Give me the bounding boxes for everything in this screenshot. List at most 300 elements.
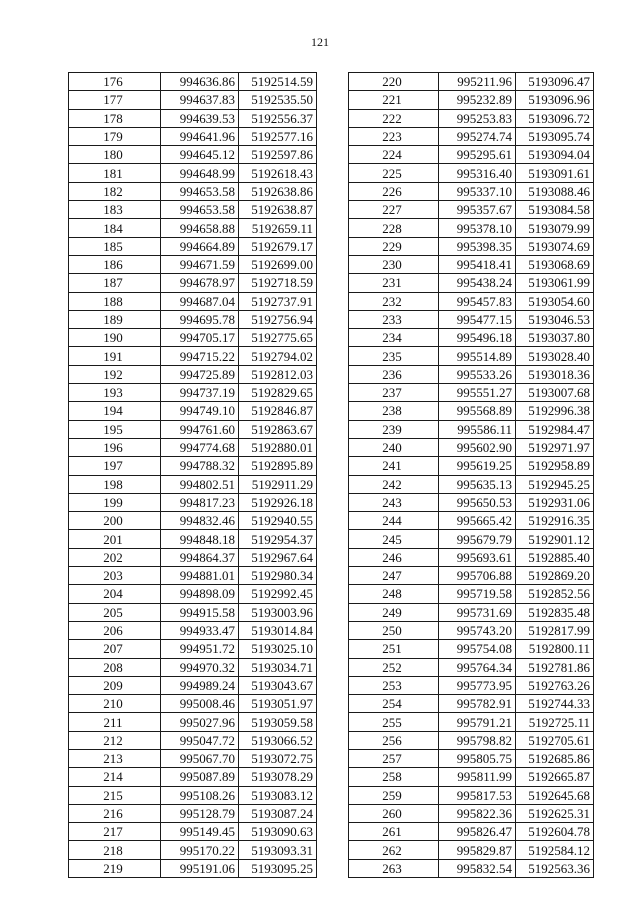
y-coordinate-cell: 5192940.55 (239, 512, 317, 530)
table-row (69, 457, 317, 475)
table-row (349, 146, 594, 164)
table-row (69, 731, 317, 749)
x-coordinate-cell: 995791.21 (439, 713, 516, 731)
table-row (69, 621, 317, 639)
x-coordinate-cell: 995533.26 (439, 365, 516, 383)
point-number-cell: 222 (349, 109, 439, 127)
point-number-cell: 233 (349, 310, 439, 328)
y-coordinate-cell: 5192992.45 (239, 585, 317, 603)
point-number-cell: 220 (349, 73, 439, 91)
y-coordinate-cell: 5192846.87 (239, 402, 317, 420)
y-coordinate-cell: 5192863.67 (239, 420, 317, 438)
x-coordinate-cell: 995826.47 (439, 823, 516, 841)
table-row (349, 695, 594, 713)
point-number-cell: 263 (349, 859, 439, 877)
point-number-cell: 187 (69, 274, 161, 292)
x-coordinate-cell: 994915.58 (161, 603, 239, 621)
y-coordinate-cell: 5192916.35 (516, 512, 594, 530)
table-row (69, 859, 317, 877)
y-coordinate-cell: 5193007.68 (516, 384, 594, 402)
table-row (349, 603, 594, 621)
point-number-cell: 228 (349, 219, 439, 237)
x-coordinate-cell: 994832.46 (161, 512, 239, 530)
y-coordinate-cell: 5192597.86 (239, 146, 317, 164)
y-coordinate-cell: 5192645.68 (516, 786, 594, 804)
point-number-cell: 199 (69, 493, 161, 511)
point-number-cell: 253 (349, 676, 439, 694)
table-row (69, 237, 317, 255)
point-number-cell: 250 (349, 621, 439, 639)
table-row (69, 329, 317, 347)
point-number-cell: 202 (69, 548, 161, 566)
y-coordinate-cell: 5192996.38 (516, 402, 594, 420)
x-coordinate-cell: 995514.89 (439, 347, 516, 365)
point-number-cell: 206 (69, 621, 161, 639)
y-coordinate-cell: 5193096.72 (516, 109, 594, 127)
point-number-cell: 219 (69, 859, 161, 877)
table-row (349, 731, 594, 749)
x-coordinate-cell: 995602.90 (439, 438, 516, 456)
y-coordinate-cell: 5192885.40 (516, 548, 594, 566)
y-coordinate-cell: 5193095.25 (239, 859, 317, 877)
point-number-cell: 242 (349, 475, 439, 493)
y-coordinate-cell: 5192958.89 (516, 457, 594, 475)
x-coordinate-cell: 995087.89 (161, 768, 239, 786)
x-coordinate-cell: 994802.51 (161, 475, 239, 493)
y-coordinate-cell: 5192817.99 (516, 621, 594, 639)
y-coordinate-cell: 5192794.02 (239, 347, 317, 365)
y-coordinate-cell: 5192763.26 (516, 676, 594, 694)
point-number-cell: 178 (69, 109, 161, 127)
y-coordinate-cell: 5192901.12 (516, 530, 594, 548)
y-coordinate-cell: 5193054.60 (516, 292, 594, 310)
table-row (69, 530, 317, 548)
table-row (69, 365, 317, 383)
y-coordinate-cell: 5193059.58 (239, 713, 317, 731)
table-row (349, 640, 594, 658)
point-number-cell: 247 (349, 567, 439, 585)
point-number-cell: 254 (349, 695, 439, 713)
x-coordinate-cell: 995274.74 (439, 127, 516, 145)
coordinates-table-left-body (69, 73, 317, 878)
x-coordinate-cell: 995357.67 (439, 201, 516, 219)
point-number-cell: 203 (69, 567, 161, 585)
table-row (69, 384, 317, 402)
x-coordinate-cell: 994641.96 (161, 127, 239, 145)
x-coordinate-cell: 994705.17 (161, 329, 239, 347)
table-row (349, 292, 594, 310)
table-row (349, 164, 594, 182)
y-coordinate-cell: 5193072.75 (239, 749, 317, 767)
x-coordinate-cell: 994639.53 (161, 109, 239, 127)
point-number-cell: 256 (349, 731, 439, 749)
point-number-cell: 251 (349, 640, 439, 658)
point-number-cell: 221 (349, 91, 439, 109)
point-number-cell: 262 (349, 841, 439, 859)
point-number-cell: 234 (349, 329, 439, 347)
point-number-cell: 212 (69, 731, 161, 749)
table-row (349, 384, 594, 402)
x-coordinate-cell: 994715.22 (161, 347, 239, 365)
x-coordinate-cell: 995586.11 (439, 420, 516, 438)
y-coordinate-cell: 5192725.11 (516, 713, 594, 731)
x-coordinate-cell: 995635.13 (439, 475, 516, 493)
y-coordinate-cell: 5192625.31 (516, 804, 594, 822)
point-number-cell: 237 (349, 384, 439, 402)
x-coordinate-cell: 994749.10 (161, 402, 239, 420)
point-number-cell: 204 (69, 585, 161, 603)
table-row (69, 512, 317, 530)
y-coordinate-cell: 5193079.99 (516, 219, 594, 237)
y-coordinate-cell: 5193003.96 (239, 603, 317, 621)
table-row (349, 255, 594, 273)
y-coordinate-cell: 5192829.65 (239, 384, 317, 402)
point-number-cell: 226 (349, 182, 439, 200)
x-coordinate-cell: 995398.35 (439, 237, 516, 255)
x-coordinate-cell: 995764.34 (439, 658, 516, 676)
y-coordinate-cell: 5193028.40 (516, 347, 594, 365)
x-coordinate-cell: 994737.19 (161, 384, 239, 402)
point-number-cell: 181 (69, 164, 161, 182)
point-number-cell: 209 (69, 676, 161, 694)
point-number-cell: 192 (69, 365, 161, 383)
table-row (69, 713, 317, 731)
table-row (349, 786, 594, 804)
point-number-cell: 207 (69, 640, 161, 658)
y-coordinate-cell: 5193096.96 (516, 91, 594, 109)
table-row (349, 475, 594, 493)
x-coordinate-cell: 994881.01 (161, 567, 239, 585)
point-number-cell: 205 (69, 603, 161, 621)
point-number-cell: 240 (349, 438, 439, 456)
y-coordinate-cell: 5192584.12 (516, 841, 594, 859)
y-coordinate-cell: 5192618.43 (239, 164, 317, 182)
table-row (69, 91, 317, 109)
point-number-cell: 191 (69, 347, 161, 365)
point-number-cell: 261 (349, 823, 439, 841)
table-row (349, 768, 594, 786)
x-coordinate-cell: 994658.88 (161, 219, 239, 237)
y-coordinate-cell: 5192980.34 (239, 567, 317, 585)
table-row (349, 109, 594, 127)
point-number-cell: 177 (69, 91, 161, 109)
y-coordinate-cell: 5192931.06 (516, 493, 594, 511)
point-number-cell: 260 (349, 804, 439, 822)
x-coordinate-cell: 995170.22 (161, 841, 239, 859)
y-coordinate-cell: 5193043.67 (239, 676, 317, 694)
table-row (349, 585, 594, 603)
point-number-cell: 248 (349, 585, 439, 603)
point-number-cell: 208 (69, 658, 161, 676)
y-coordinate-cell: 5192665.87 (516, 768, 594, 786)
table-row (69, 109, 317, 127)
point-number-cell: 249 (349, 603, 439, 621)
y-coordinate-cell: 5192945.25 (516, 475, 594, 493)
table-row (349, 676, 594, 694)
point-number-cell: 182 (69, 182, 161, 200)
point-number-cell: 190 (69, 329, 161, 347)
x-coordinate-cell: 994817.23 (161, 493, 239, 511)
table-row (69, 749, 317, 767)
y-coordinate-cell: 5192984.47 (516, 420, 594, 438)
point-number-cell: 259 (349, 786, 439, 804)
point-number-cell: 232 (349, 292, 439, 310)
y-coordinate-cell: 5192869.20 (516, 567, 594, 585)
table-row (69, 841, 317, 859)
y-coordinate-cell: 5192604.78 (516, 823, 594, 841)
x-coordinate-cell: 995108.26 (161, 786, 239, 804)
point-number-cell: 258 (349, 768, 439, 786)
table-row (349, 73, 594, 91)
y-coordinate-cell: 5193037.80 (516, 329, 594, 347)
point-number-cell: 198 (69, 475, 161, 493)
y-coordinate-cell: 5192800.11 (516, 640, 594, 658)
y-coordinate-cell: 5193078.29 (239, 768, 317, 786)
y-coordinate-cell: 5193034.71 (239, 658, 317, 676)
table-row (349, 567, 594, 585)
point-number-cell: 197 (69, 457, 161, 475)
table-row (349, 310, 594, 328)
x-coordinate-cell: 995295.61 (439, 146, 516, 164)
x-coordinate-cell: 994653.58 (161, 182, 239, 200)
y-coordinate-cell: 5192718.59 (239, 274, 317, 292)
point-number-cell: 231 (349, 274, 439, 292)
table-row (69, 73, 317, 91)
table-row (349, 182, 594, 200)
y-coordinate-cell: 5193084.58 (516, 201, 594, 219)
table-row (69, 201, 317, 219)
coordinates-table-left (68, 72, 317, 878)
y-coordinate-cell: 5192911.29 (239, 475, 317, 493)
table-row (349, 823, 594, 841)
y-coordinate-cell: 5192514.59 (239, 73, 317, 91)
x-coordinate-cell: 995211.96 (439, 73, 516, 91)
x-coordinate-cell: 994671.59 (161, 255, 239, 273)
table-row (349, 127, 594, 145)
y-coordinate-cell: 5192852.56 (516, 585, 594, 603)
y-coordinate-cell: 5193095.74 (516, 127, 594, 145)
table-row (349, 365, 594, 383)
point-number-cell: 235 (349, 347, 439, 365)
x-coordinate-cell: 995457.83 (439, 292, 516, 310)
x-coordinate-cell: 995782.91 (439, 695, 516, 713)
table-row (69, 127, 317, 145)
table-row (69, 658, 317, 676)
y-coordinate-cell: 5193087.24 (239, 804, 317, 822)
y-coordinate-cell: 5192556.37 (239, 109, 317, 127)
table-row (69, 292, 317, 310)
table-row (349, 621, 594, 639)
y-coordinate-cell: 5192659.11 (239, 219, 317, 237)
point-number-cell: 227 (349, 201, 439, 219)
point-number-cell: 176 (69, 73, 161, 91)
table-row (349, 237, 594, 255)
point-number-cell: 200 (69, 512, 161, 530)
table-row (69, 567, 317, 585)
y-coordinate-cell: 5193051.97 (239, 695, 317, 713)
table-row (69, 347, 317, 365)
x-coordinate-cell: 994761.60 (161, 420, 239, 438)
x-coordinate-cell: 995743.20 (439, 621, 516, 639)
x-coordinate-cell: 995551.27 (439, 384, 516, 402)
x-coordinate-cell: 995008.46 (161, 695, 239, 713)
y-coordinate-cell: 5192835.48 (516, 603, 594, 621)
table-row (69, 420, 317, 438)
table-row (69, 768, 317, 786)
x-coordinate-cell: 994788.32 (161, 457, 239, 475)
x-coordinate-cell: 995719.58 (439, 585, 516, 603)
point-number-cell: 210 (69, 695, 161, 713)
table-row (349, 713, 594, 731)
point-number-cell: 238 (349, 402, 439, 420)
y-coordinate-cell: 5193088.46 (516, 182, 594, 200)
x-coordinate-cell: 994678.97 (161, 274, 239, 292)
x-coordinate-cell: 995693.61 (439, 548, 516, 566)
x-coordinate-cell: 995706.88 (439, 567, 516, 585)
table-row (349, 548, 594, 566)
y-coordinate-cell: 5192563.36 (516, 859, 594, 877)
y-coordinate-cell: 5192535.50 (239, 91, 317, 109)
x-coordinate-cell: 995191.06 (161, 859, 239, 877)
y-coordinate-cell: 5193014.84 (239, 621, 317, 639)
y-coordinate-cell: 5192775.65 (239, 329, 317, 347)
x-coordinate-cell: 995027.96 (161, 713, 239, 731)
y-coordinate-cell: 5193068.69 (516, 255, 594, 273)
y-coordinate-cell: 5192638.86 (239, 182, 317, 200)
point-number-cell: 255 (349, 713, 439, 731)
table-row (349, 749, 594, 767)
x-coordinate-cell: 995619.25 (439, 457, 516, 475)
x-coordinate-cell: 995832.54 (439, 859, 516, 877)
y-coordinate-cell: 5193090.63 (239, 823, 317, 841)
x-coordinate-cell: 995773.95 (439, 676, 516, 694)
y-coordinate-cell: 5193046.53 (516, 310, 594, 328)
y-coordinate-cell: 5192812.03 (239, 365, 317, 383)
x-coordinate-cell: 995047.72 (161, 731, 239, 749)
x-coordinate-cell: 995568.89 (439, 402, 516, 420)
table-row (69, 548, 317, 566)
point-number-cell: 213 (69, 749, 161, 767)
y-coordinate-cell: 5192685.86 (516, 749, 594, 767)
x-coordinate-cell: 994898.09 (161, 585, 239, 603)
x-coordinate-cell: 994687.04 (161, 292, 239, 310)
point-number-cell: 229 (349, 237, 439, 255)
table-row (349, 219, 594, 237)
point-number-cell: 257 (349, 749, 439, 767)
table-row (349, 859, 594, 877)
table-row (69, 695, 317, 713)
point-number-cell: 236 (349, 365, 439, 383)
y-coordinate-cell: 5193025.10 (239, 640, 317, 658)
x-coordinate-cell: 995679.79 (439, 530, 516, 548)
table-row (69, 640, 317, 658)
x-coordinate-cell: 995496.18 (439, 329, 516, 347)
point-number-cell: 216 (69, 804, 161, 822)
x-coordinate-cell: 995337.10 (439, 182, 516, 200)
x-coordinate-cell: 995477.15 (439, 310, 516, 328)
x-coordinate-cell: 994645.12 (161, 146, 239, 164)
point-number-cell: 243 (349, 493, 439, 511)
table-row (69, 475, 317, 493)
table-row (69, 438, 317, 456)
x-coordinate-cell: 995817.53 (439, 786, 516, 804)
table-row (69, 804, 317, 822)
table-row (69, 823, 317, 841)
point-number-cell: 214 (69, 768, 161, 786)
x-coordinate-cell: 995232.89 (439, 91, 516, 109)
x-coordinate-cell: 994664.89 (161, 237, 239, 255)
table-row (349, 530, 594, 548)
point-number-cell: 241 (349, 457, 439, 475)
y-coordinate-cell: 5193094.04 (516, 146, 594, 164)
y-coordinate-cell: 5192971.97 (516, 438, 594, 456)
x-coordinate-cell: 994725.89 (161, 365, 239, 383)
table-row (69, 310, 317, 328)
point-number-cell: 246 (349, 548, 439, 566)
x-coordinate-cell: 995067.70 (161, 749, 239, 767)
point-number-cell: 239 (349, 420, 439, 438)
x-coordinate-cell: 995149.45 (161, 823, 239, 841)
table-row (349, 329, 594, 347)
table-row (69, 219, 317, 237)
y-coordinate-cell: 5192967.64 (239, 548, 317, 566)
x-coordinate-cell: 995798.82 (439, 731, 516, 749)
point-number-cell: 215 (69, 786, 161, 804)
x-coordinate-cell: 995378.10 (439, 219, 516, 237)
table-row (349, 274, 594, 292)
x-coordinate-cell: 994933.47 (161, 621, 239, 639)
x-coordinate-cell: 995253.83 (439, 109, 516, 127)
table-row (349, 420, 594, 438)
table-row (349, 512, 594, 530)
y-coordinate-cell: 5193018.36 (516, 365, 594, 383)
coordinates-table-right-body (349, 73, 594, 878)
x-coordinate-cell: 995316.40 (439, 164, 516, 182)
table-row (349, 493, 594, 511)
x-coordinate-cell: 995665.42 (439, 512, 516, 530)
x-coordinate-cell: 994848.18 (161, 530, 239, 548)
y-coordinate-cell: 5193083.12 (239, 786, 317, 804)
y-coordinate-cell: 5192705.61 (516, 731, 594, 749)
x-coordinate-cell: 994951.72 (161, 640, 239, 658)
x-coordinate-cell: 995822.36 (439, 804, 516, 822)
point-number-cell: 188 (69, 292, 161, 310)
point-number-cell: 224 (349, 146, 439, 164)
table-row (349, 201, 594, 219)
table-row (69, 255, 317, 273)
point-number-cell: 196 (69, 438, 161, 456)
x-coordinate-cell: 994637.83 (161, 91, 239, 109)
point-number-cell: 244 (349, 512, 439, 530)
table-row (69, 786, 317, 804)
y-coordinate-cell: 5192880.01 (239, 438, 317, 456)
point-number-cell: 186 (69, 255, 161, 273)
y-coordinate-cell: 5193074.69 (516, 237, 594, 255)
x-coordinate-cell: 994989.24 (161, 676, 239, 694)
point-number-cell: 189 (69, 310, 161, 328)
x-coordinate-cell: 995811.99 (439, 768, 516, 786)
x-coordinate-cell: 994774.68 (161, 438, 239, 456)
table-row (69, 493, 317, 511)
y-coordinate-cell: 5193096.47 (516, 73, 594, 91)
y-coordinate-cell: 5193091.61 (516, 164, 594, 182)
table-row (69, 603, 317, 621)
table-row (69, 146, 317, 164)
point-number-cell: 179 (69, 127, 161, 145)
point-number-cell: 223 (349, 127, 439, 145)
y-coordinate-cell: 5192895.89 (239, 457, 317, 475)
point-number-cell: 185 (69, 237, 161, 255)
